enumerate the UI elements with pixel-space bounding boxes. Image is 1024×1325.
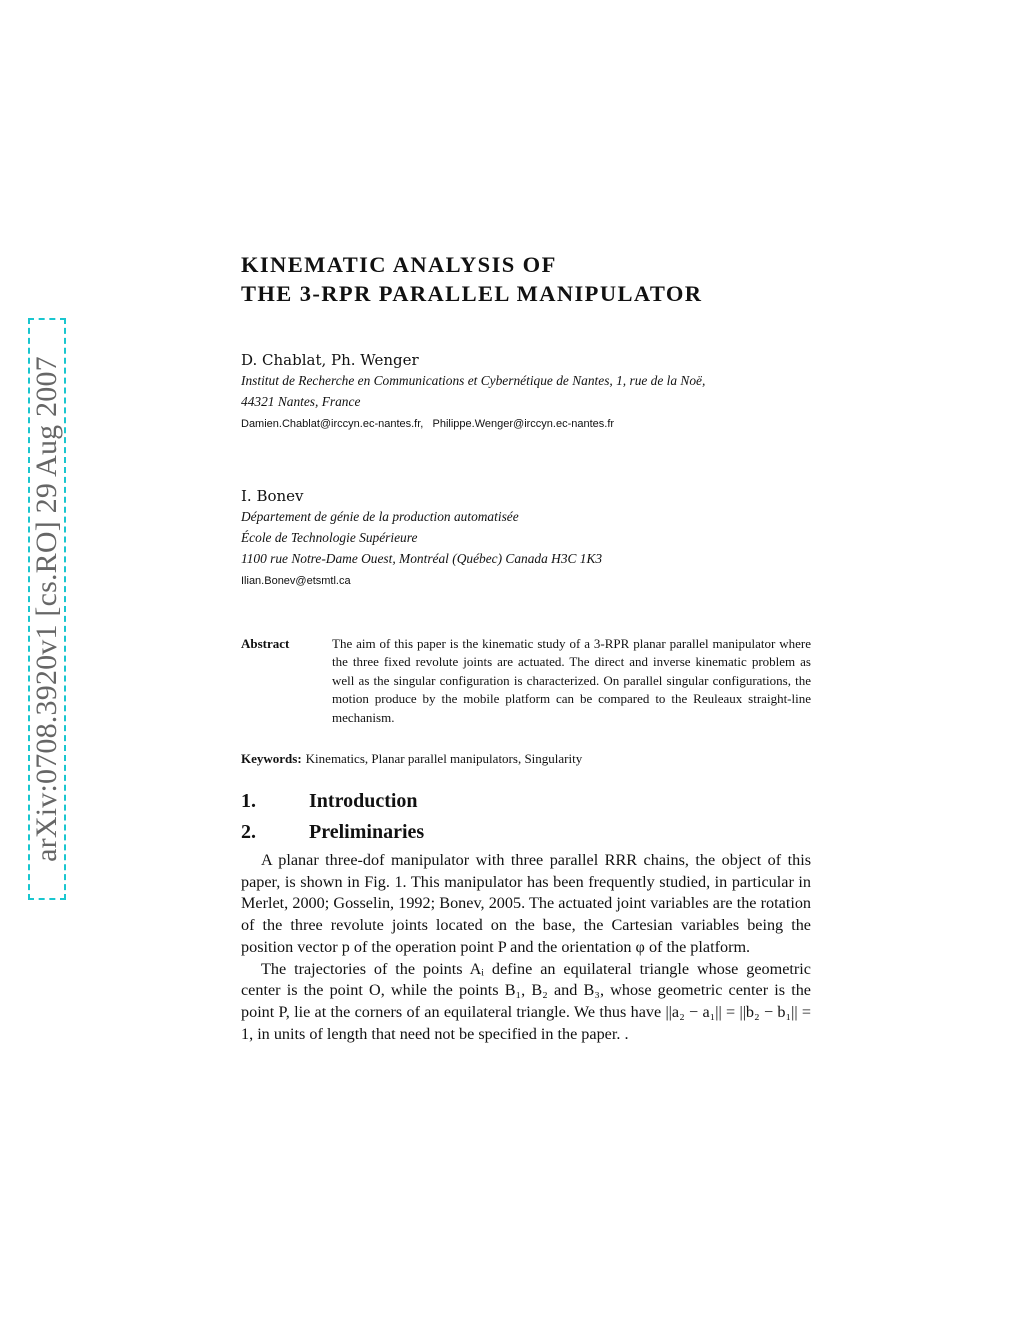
paper-title — [241, 250, 811, 308]
keywords — [241, 750, 811, 768]
author-names: D. Chablat, Ph. Wenger — [241, 351, 419, 369]
keywords-label: Keywords: — [241, 751, 302, 767]
abstract-label: Abstract — [241, 636, 290, 651]
section-heading — [241, 786, 811, 817]
abstract-text: The aim of this paper is the kinematic study of a 3-RPR planar parallel manipulator where the three fixed revolute joints are actuated. The direct and inverse kinematic problem as well as the singular configuration is characterized. On parallel singular configurations, the motion produce by the mobile platform can be compared to the Reuleaux straight-line mechanism. — [332, 636, 811, 725]
section-number: 2. — [241, 821, 256, 844]
author-email: Ilian.Bonev@etsmtl.ca — [241, 575, 351, 587]
affiliation-line: 44321 Nantes, France — [241, 394, 361, 409]
author-block-1 — [241, 350, 811, 434]
section-title: Introduction — [309, 790, 418, 813]
affiliation-line: École de Technologie Supérieure — [241, 530, 418, 545]
arxiv-identifier: arXiv:0708.3920v1 [cs.RO] 29 Aug 2007 — [30, 356, 63, 862]
section-heading — [241, 817, 811, 848]
affiliation-line: Institut de Recherche en Communications et Cybernétique de Nantes, 1, rue de la Noë, — [241, 373, 706, 388]
author-block-2 — [241, 486, 811, 591]
keywords-text: Kinematics, Planar parallel manipulators, Singularity — [305, 751, 583, 767]
title-line-2: THE 3-RPR PARALLEL MANIPULATOR — [241, 281, 703, 306]
affiliation-line: 1100 rue Notre-Dame Ouest, Montréal (Québec) Canada H3C 1K3 — [241, 551, 603, 566]
paper-body — [241, 250, 811, 1045]
body-paragraph: The trajectories of the points Aᵢ define an equilateral triangle whose geometric center is the point O, while the points B₁, B₂ and B₃, whose geometric center is the point P, lie at the corners of an equilateral triangle. We thus have ||a₂ − a₁|| = ||b₂ − b₁|| = 1, in units of length that need not be specified in the paper. . — [241, 959, 811, 1043]
abstract — [241, 635, 811, 727]
author-names: I. Bonev — [241, 487, 304, 505]
section-number: 1. — [241, 790, 256, 813]
affiliation-line: Département de génie de la production automatisée — [241, 509, 519, 524]
body-paragraph: A planar three-dof manipulator with three parallel RRR chains, the object of this paper, is shown in Fig. 1. This manipulator has been frequently studied, in particular in Merlet, 2000; Gosselin, 1992; Bonev, 2005. The actuated joint variables are the rotation of the three revolute joints located on the base, the Cartesian variables being the position vector p of the operation point P and the orientation φ of the platform. — [241, 851, 811, 956]
author-email: Damien.Chablat@irccyn.ec-nantes.fr, Philippe.Wenger@irccyn.ec-nantes.fr — [241, 418, 615, 430]
arxiv-stamp — [28, 318, 66, 900]
section-title: Preliminaries — [309, 821, 425, 844]
title-line-1: KINEMATIC ANALYSIS OF — [241, 252, 557, 277]
